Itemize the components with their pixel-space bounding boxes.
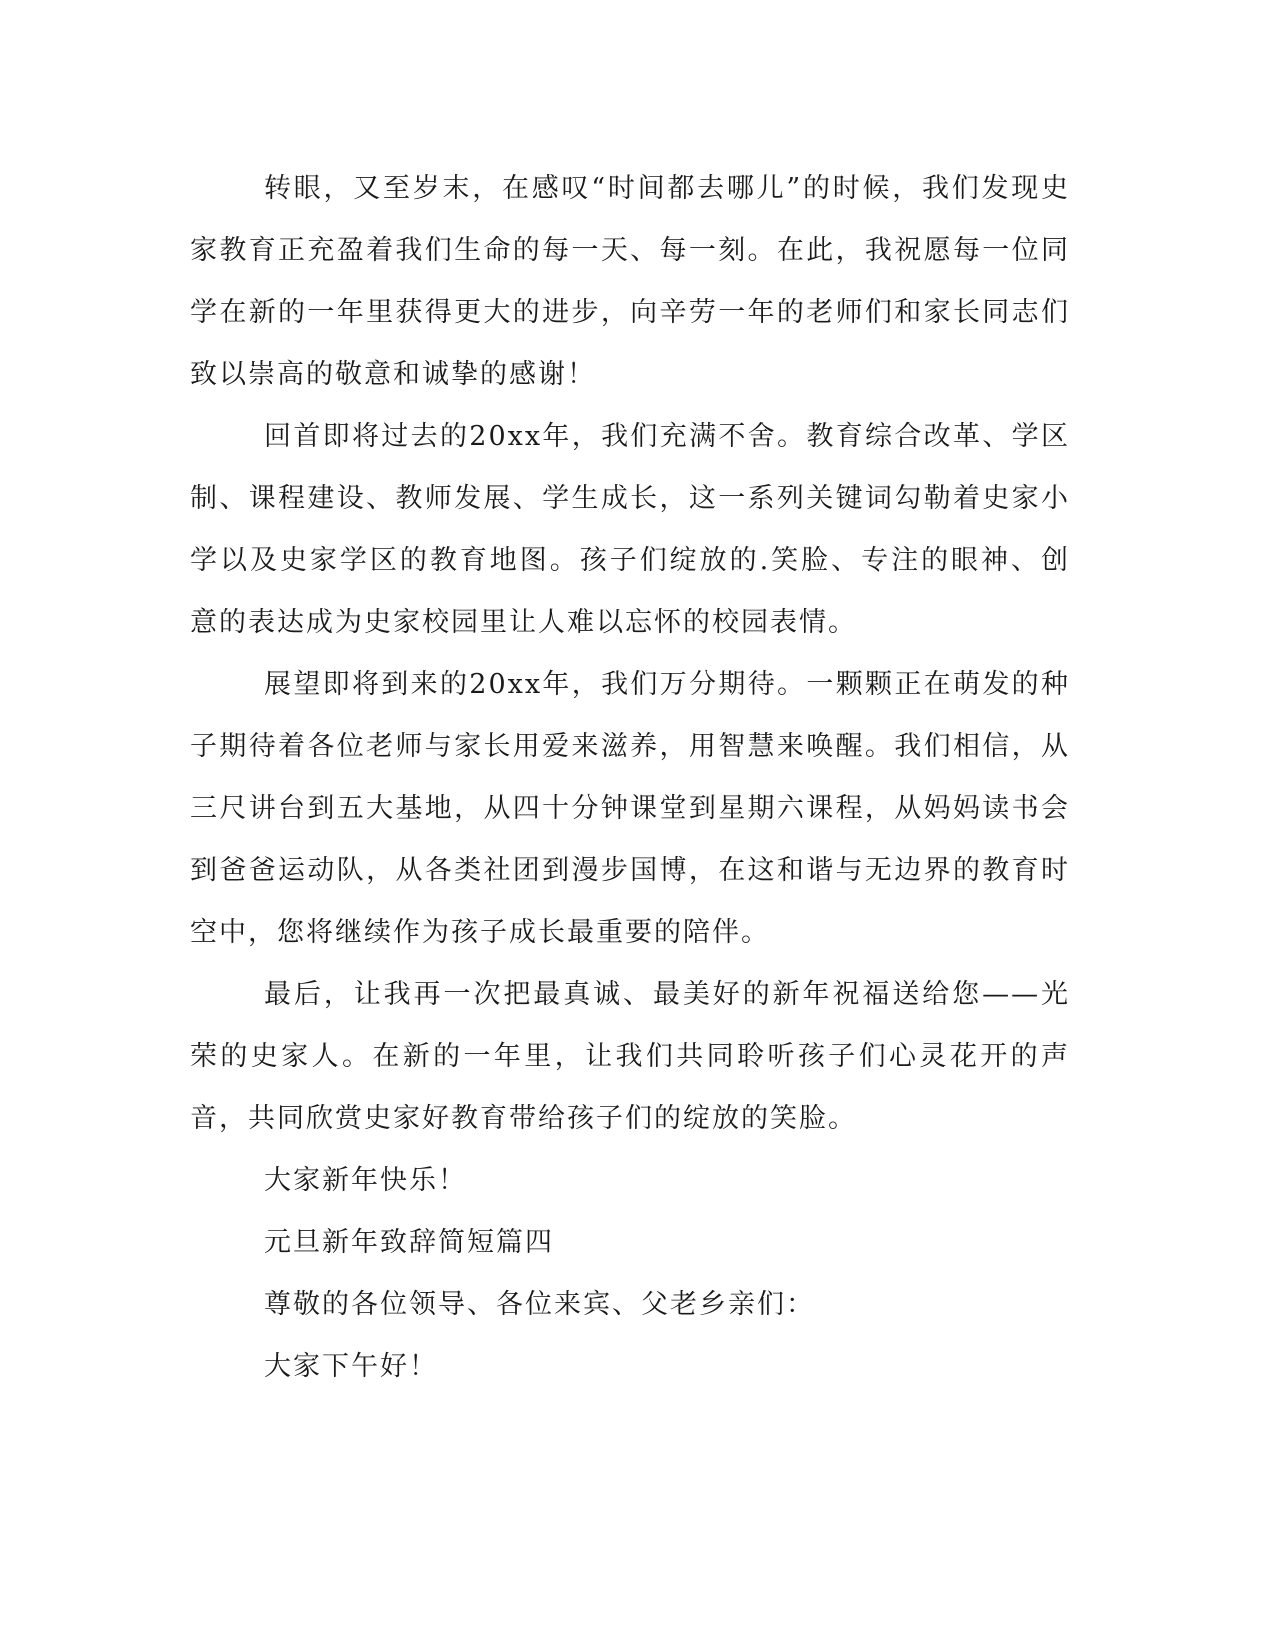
paragraph-1: 转眼，又至岁末，在感叹“时间都去哪儿”的时候，我们发现史家教育正充盈着我们生命的每一天、每一刻。在此，我祝愿每一位同学在新的一年里获得更大的进步，向辛劳一年的老师们和家长同志们致以崇高的敬意和诚挚的感谢！	[190, 173, 1070, 390]
document-body	[190, 158, 1070, 1398]
closing-line: 大家新年快乐！	[264, 1165, 467, 1196]
greeting-line: 大家下午好！	[264, 1351, 438, 1382]
paragraph-2: 回首即将过去的20xx年，我们充满不舍。教育综合改革、学区制、课程建设、教师发展、学生成长，这一系列关键词勾勒着史家小学以及史家学区的教育地图。孩子们绽放的.笑脸、专注的眼神、创意的表达成为史家校园里让人难以忘怀的校园表情。	[190, 421, 1070, 638]
paragraph-4: 最后，让我再一次把最真诚、最美好的新年祝福送给您——光荣的史家人。在新的一年里，让我们共同聆听孩子们心灵花开的声音，共同欣赏史家好教育带给孩子们的绽放的笑脸。	[190, 979, 1070, 1134]
salutation-line: 尊敬的各位领导、各位来宾、父老乡亲们：	[264, 1289, 815, 1320]
section-title: 元旦新年致辞简短篇四	[264, 1227, 554, 1258]
paragraph-3: 展望即将到来的20xx年，我们万分期待。一颗颗正在萌发的种子期待着各位老师与家长用爱来滋养，用智慧来唤醒。我们相信，从三尺讲台到五大基地，从四十分钟课堂到星期六课程，从妈妈读书会到爸爸运动队，从各类社团到漫步国博，在这和谐与无边界的教育时空中，您将继续作为孩子成长最重要的陪伴。	[190, 669, 1070, 948]
